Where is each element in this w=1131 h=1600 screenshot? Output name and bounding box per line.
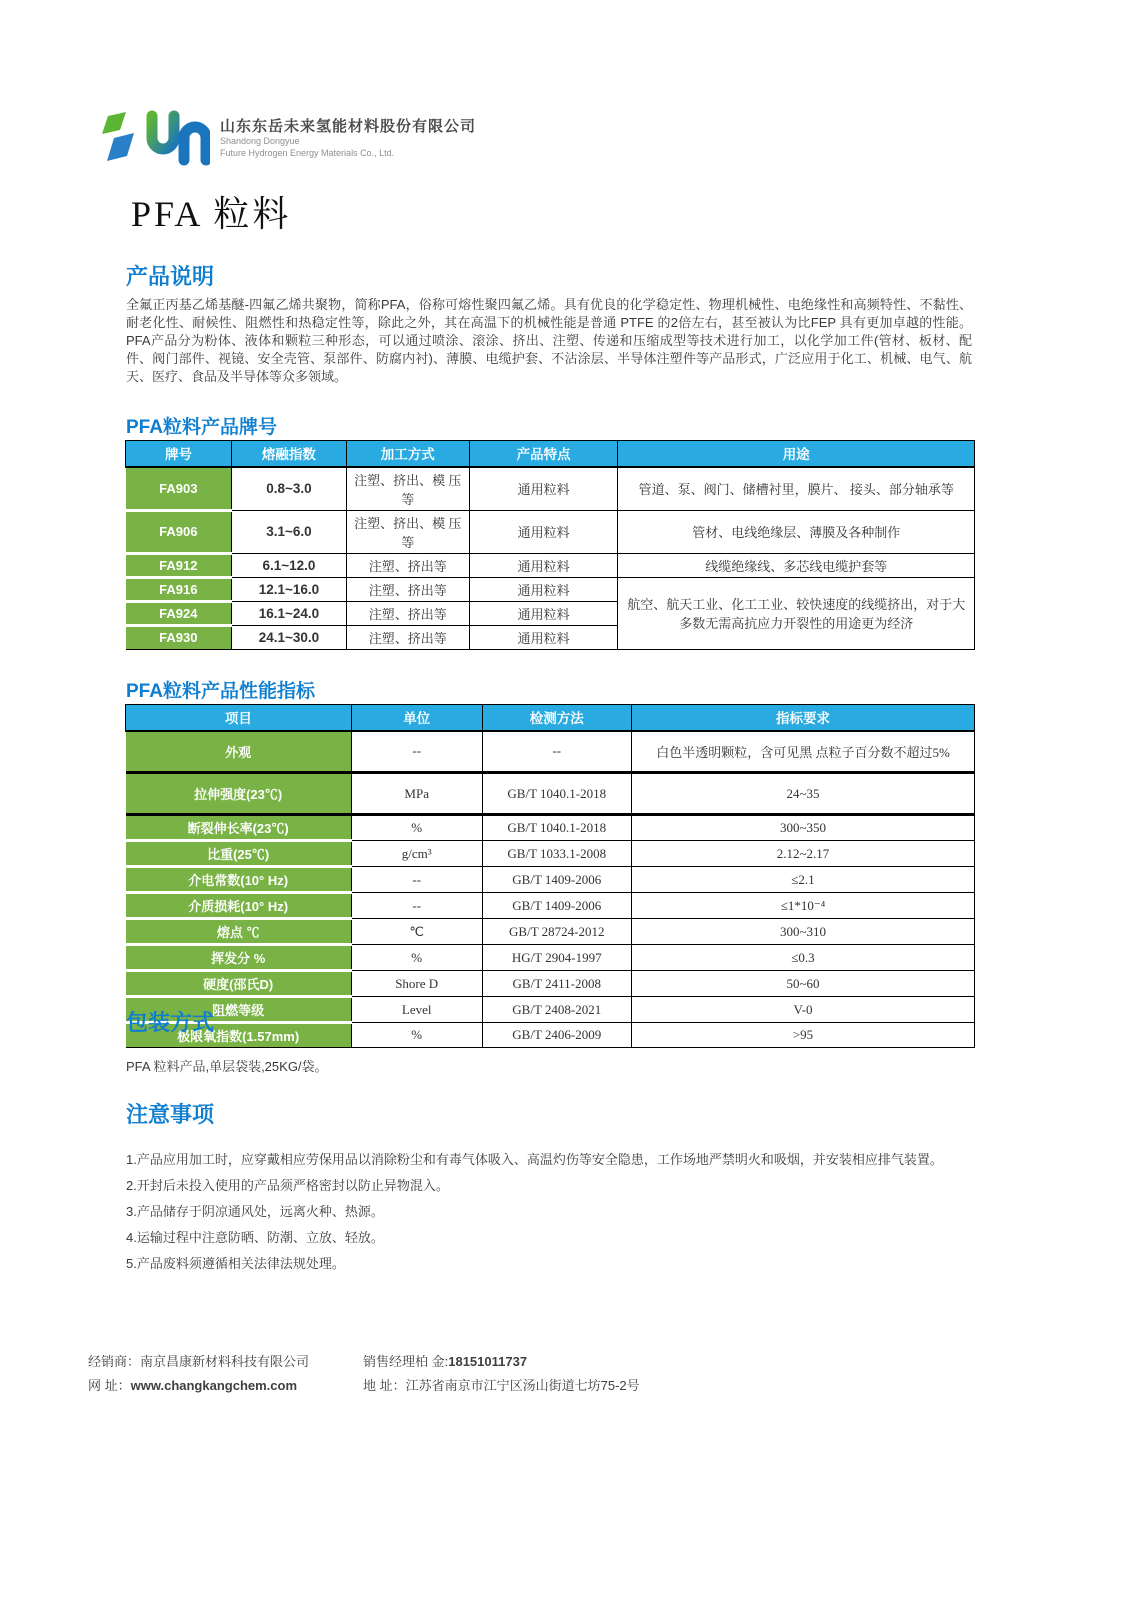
spec-req: 2.12~2.17 [631, 841, 974, 867]
spec-item: 介电常数(10° Hz) [126, 867, 352, 893]
grade-feature: 通用粒料 [469, 553, 618, 577]
grade-row [126, 467, 975, 511]
grade-use-merged: 航空、航天工业、化工工业、较快速度的线缆挤出，对于大多数无需高抗应力开裂性的用途更为经济 [618, 577, 975, 649]
spec-item: 挥发分 % [126, 945, 352, 971]
spec-row [126, 919, 975, 945]
spec-req: 300~310 [631, 919, 974, 945]
manager-phone: 18151011737 [448, 1354, 528, 1369]
spec-row [126, 945, 975, 971]
address-label: 地 址： [363, 1378, 406, 1393]
spec-req: ≤1*10⁻⁴ [631, 893, 974, 919]
precaution-item: 5.产品废料须遵循相关法律法规处理。 [126, 1256, 345, 1271]
spec-unit: % [351, 815, 482, 841]
grades-header-row [126, 441, 975, 467]
grade-feature: 通用粒料 [469, 625, 618, 649]
footer-distributor-block [88, 1350, 309, 1398]
spec-req: 50~60 [631, 971, 974, 997]
dealer-name: 南京昌康新材料科技有限公司 [140, 1354, 310, 1369]
grades-col-process: 加工方式 [346, 441, 469, 467]
spec-method: GB/T 2406-2009 [482, 1023, 631, 1048]
grade-mfi: 6.1~12.0 [232, 553, 347, 577]
spec-item: 外观 [126, 731, 352, 773]
grade-row [126, 553, 975, 577]
spec-unit: -- [351, 867, 482, 893]
grade-use: 管材、电线绝缘层、薄膜及各种制作 [618, 510, 975, 553]
grade-process: 注塑、挤出等 [346, 625, 469, 649]
grades-col-grade: 牌号 [126, 441, 232, 467]
section-heading-grades: PFA粒料产品牌号 [126, 417, 277, 438]
precaution-item: 4.运输过程中注意防晒、防潮、立放、轻放。 [126, 1230, 384, 1245]
spec-row [126, 773, 975, 815]
spec-unit: MPa [351, 773, 482, 815]
spec-row [126, 841, 975, 867]
spec-item: 比重(25℃) [126, 841, 352, 867]
spec-req: ≤0.3 [631, 945, 974, 971]
grades-col-mfi: 熔融指数 [232, 441, 347, 467]
spec-req: 24~35 [631, 773, 974, 815]
grade-name: FA903 [126, 467, 232, 511]
spec-row [126, 997, 975, 1023]
description-paragraph: 全氟正丙基乙烯基醚-四氟乙烯共聚物，简称PFA，俗称可熔性聚四氟乙烯。具有优良的化学稳定性、物理机械性、电绝缘性和高频特性、不黏性、耐老化性、耐候性、阻燃性和热稳定性等，除此之外，其在高温下的机械性能是普通 PTFE 的2倍左右，甚至被认为比FEP 具有更加卓越的性能。PFA产品分为粉体、液体和颗粒三种形态，可以通过喷涂、滚涂、挤出、注塑、传递和压缩成型等技术进行加工，以化学加工件(管材、板材、配件、阀门部件、视镜、安全壳管、泵部件、防腐内衬)、薄膜、电缆护套、不沾涂层、半导体注塑件等产品形式，广泛应用于化工、机械、电气、航天、医疗、食品及半导体等众多领域。 [126, 297, 972, 384]
dealer-label: 经销商： [88, 1354, 141, 1369]
grade-process: 注塑、挤出等 [346, 577, 469, 601]
grade-feature: 通用粒料 [469, 510, 618, 553]
grade-feature: 通用粒料 [469, 467, 618, 511]
specs-col-unit: 单位 [351, 705, 482, 731]
spec-unit: Level [351, 997, 482, 1023]
footer-contact-block [363, 1350, 640, 1398]
spec-method: GB/T 1040.1-2018 [482, 815, 631, 841]
spec-row [126, 815, 975, 841]
specs-header-row [126, 705, 975, 731]
manager-label: 销售经理柏 金: [363, 1354, 449, 1369]
grades-table [125, 440, 975, 650]
specs-table [125, 704, 975, 1048]
grade-feature: 通用粒料 [469, 601, 618, 625]
spec-item: 断裂伸长率(23℃) [126, 815, 352, 841]
spec-row [126, 971, 975, 997]
grade-process: 注塑、挤出等 [346, 601, 469, 625]
spec-unit: g/cm³ [351, 841, 482, 867]
grade-feature: 通用粒料 [469, 577, 618, 601]
web-label: 网 址： [88, 1378, 131, 1393]
spec-req: 白色半透明颗粒，含可见黑 点粒子百分数不超过5% [631, 731, 974, 773]
company-logo [100, 106, 476, 168]
spec-req: V-0 [631, 997, 974, 1023]
spec-unit: Shore D [351, 971, 482, 997]
precaution-item: 1.产品应用加工时，应穿戴相应劳保用品以消除粉尘和有毒气体吸入、高温灼伤等安全隐患，工作场地严禁明火和吸烟，并安装相应排气装置。 [126, 1152, 943, 1167]
grade-name: FA924 [126, 601, 232, 625]
spec-method: HG/T 2904-1997 [482, 945, 631, 971]
footer-web-line [88, 1374, 309, 1398]
grade-use: 线缆绝缘线、多芯线电缆护套等 [618, 553, 975, 577]
spec-method: GB/T 1033.1-2008 [482, 841, 631, 867]
spec-unit: -- [351, 731, 482, 773]
spec-method: GB/T 1409-2006 [482, 893, 631, 919]
grade-name: FA916 [126, 577, 232, 601]
spec-method: -- [482, 731, 631, 773]
spec-req: ≤2.1 [631, 867, 974, 893]
grades-col-feature: 产品特点 [469, 441, 618, 467]
spec-item: 硬度(邵氏D) [126, 971, 352, 997]
precaution-item: 2.开封后未投入使用的产品须严格密封以防止异物混入。 [126, 1178, 449, 1193]
spec-row [126, 893, 975, 919]
grade-mfi: 16.1~24.0 [232, 601, 347, 625]
footer-address-line [363, 1374, 640, 1398]
web-address: www.changkangchem.com [130, 1378, 298, 1393]
spec-item: 介质损耗(10° Hz) [126, 893, 352, 919]
company-name-en-line1: Shandong Dongyue [220, 136, 300, 147]
packaging-text: PFA 粒料产品,单层袋装,25KG/袋。 [126, 1059, 328, 1074]
grade-mfi: 24.1~30.0 [232, 625, 347, 649]
address-value: 江苏省南京市江宁区汤山街道七坊75-2号 [405, 1378, 640, 1393]
spec-row [126, 731, 975, 773]
specs-col-method: 检测方法 [482, 705, 631, 731]
grade-process: 注塑、挤出等 [346, 553, 469, 577]
section-heading-specs: PFA粒料产品性能指标 [126, 681, 315, 702]
grade-row [126, 510, 975, 553]
grade-name: FA906 [126, 510, 232, 553]
grade-process: 注塑、挤出、模 压 等 [346, 510, 469, 553]
spec-item: 熔点 ℃ [126, 919, 352, 945]
company-name-cn: 山东东岳未来氢能材料股份有限公司 [220, 118, 477, 136]
spec-unit: % [351, 1023, 482, 1048]
company-name-block [220, 115, 476, 159]
footer-manager-line [363, 1350, 640, 1374]
section-heading-packaging: 包装方式 [126, 1010, 215, 1035]
grade-mfi: 3.1~6.0 [232, 510, 347, 553]
spec-unit: % [351, 945, 482, 971]
spec-method: GB/T 28724-2012 [482, 919, 631, 945]
spec-method: GB/T 1040.1-2018 [482, 773, 631, 815]
spec-row [126, 867, 975, 893]
grade-mfi: 12.1~16.0 [232, 577, 347, 601]
grades-col-use: 用途 [618, 441, 975, 467]
logo-mark-icon [100, 106, 210, 168]
grade-process: 注塑、挤出、模 压 等 [346, 467, 469, 511]
spec-req: >95 [631, 1023, 974, 1048]
grade-name: FA912 [126, 553, 232, 577]
spec-method: GB/T 1409-2006 [482, 867, 631, 893]
grade-name: FA930 [126, 625, 232, 649]
specs-col-req: 指标要求 [631, 705, 974, 731]
company-name-en-line2: Future Hydrogen Energy Materials Co., Ltd. [220, 147, 395, 158]
page-title: PFA 粒料 [131, 194, 292, 234]
spec-row [126, 1023, 975, 1048]
precaution-item: 3.产品储存于阴凉通风处，远离火种、热源。 [126, 1204, 384, 1219]
spec-req: 300~350 [631, 815, 974, 841]
spec-method: GB/T 2408-2021 [482, 997, 631, 1023]
spec-unit: ℃ [351, 919, 482, 945]
grade-mfi: 0.8~3.0 [232, 467, 347, 511]
spec-item: 极限氧指数(1.57mm) [126, 1023, 352, 1048]
section-heading-notes: 注意事项 [126, 1102, 215, 1127]
footer-dealer-line [88, 1350, 309, 1374]
precautions-list [126, 1150, 972, 1280]
grade-use: 管道、泵、阀门、储槽衬里，膜片、 接头、部分轴承等 [618, 467, 975, 511]
spec-method: GB/T 2411-2008 [482, 971, 631, 997]
spec-item: 阻燃等级 [126, 997, 352, 1023]
section-heading-description: 产品说明 [126, 264, 215, 289]
specs-col-item: 项目 [126, 705, 352, 731]
grade-row [126, 577, 975, 601]
spec-item: 拉伸强度(23℃) [126, 773, 352, 815]
spec-unit: -- [351, 893, 482, 919]
